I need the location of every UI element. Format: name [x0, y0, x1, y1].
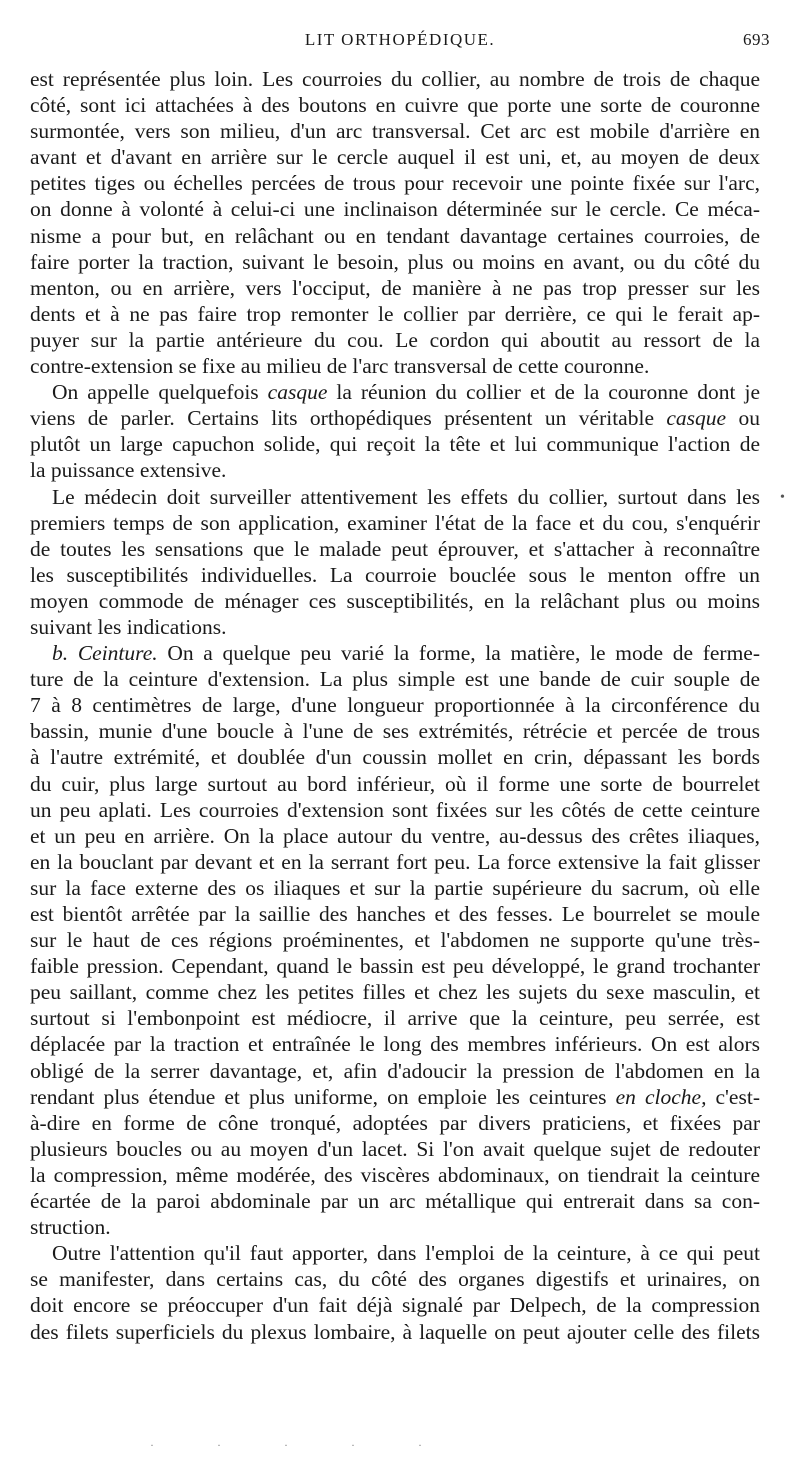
- paragraph: [30, 484, 760, 641]
- text-run: peu saillant, comme chez les petites filles et chez les sujets du sexe masculin, et: [30, 980, 760, 1005]
- text-run: plutôt un large capuchon solide, qui reçoit la tête et lui communique l'action de: [30, 432, 760, 457]
- paragraph: [30, 379, 760, 483]
- text-line: [30, 510, 760, 536]
- text-run: se manifester, dans certains cas, du côté des organes digestifs et urinaires, on: [30, 1267, 760, 1292]
- text-line: [30, 1058, 760, 1084]
- text-line: [30, 875, 760, 901]
- text-line: [30, 614, 760, 640]
- text-line: [30, 275, 760, 301]
- text-run: menton, ou en arrière, vers l'occiput, de manière à ne pas trop presser sur les: [30, 275, 760, 300]
- text-line: [30, 797, 760, 823]
- text-run: la réunion du collier et de la couronne dont je: [327, 380, 760, 405]
- text-run: ture de la ceinture d'extension. La plus simple est une bande de cuir souple de: [30, 667, 760, 692]
- text-line: [30, 1084, 760, 1110]
- text-line: [30, 588, 760, 614]
- text-run: surmontée, vers son milieu, d'un arc transversal. Cet arc est mobile d'arrière en: [30, 119, 760, 144]
- text-line: [30, 1214, 760, 1240]
- text-line: [30, 353, 760, 379]
- running-head: [30, 30, 770, 60]
- text-run: Le médecin doit surveiller attentivement les effets du collier, surtout dans les: [52, 484, 760, 509]
- paragraph: [30, 66, 760, 379]
- text-line: [30, 484, 760, 510]
- text-line: [30, 744, 760, 770]
- text-line: [30, 1292, 760, 1318]
- text-line: [30, 536, 760, 562]
- text-line: [30, 562, 760, 588]
- text-line: [30, 327, 760, 353]
- text-run: struction.: [30, 1215, 111, 1240]
- text-line: [30, 979, 760, 1005]
- text-line: [30, 901, 760, 927]
- text-line: [30, 92, 760, 118]
- text-line: [30, 1031, 760, 1057]
- text-line: [30, 457, 760, 483]
- text-line: [30, 1319, 760, 1345]
- text-run: avant et d'avant en arrière sur le cercle auquel il est uni, et, au moyen de deux: [30, 145, 760, 170]
- text-run: est bientôt arrêtée par la saillie des hanches et des fesses. Le bourrelet se moule: [30, 902, 760, 926]
- text-line: [30, 118, 760, 144]
- text-line: [30, 953, 760, 979]
- italic-run: b. Ceinture.: [52, 641, 158, 666]
- text-run: obligé de la serrer davantage, et, afin d'adoucir la pression de l'abdomen en la: [30, 1058, 760, 1083]
- text-run: sur la face externe des os iliaques et sur la partie supérieure du sacrum, où elle: [30, 875, 760, 900]
- text-line: [30, 927, 760, 953]
- text-line: [30, 223, 760, 249]
- text-run: écartée de la paroi abdominale par un arc métallique qui entrerait dans sa con-: [30, 1189, 760, 1214]
- text-line: [30, 249, 760, 275]
- text-line: [30, 849, 760, 875]
- italic-run: casque: [666, 406, 727, 431]
- text-line: [30, 1005, 760, 1031]
- text-line: [30, 1266, 760, 1292]
- text-run: de toutes les sensations que le malade peut éprouver, et s'attacher à reconnaître: [30, 536, 760, 561]
- text-run: moyen commode de ménager ces susceptibilités, en la relâchant plus ou moins: [30, 588, 760, 613]
- text-run: dents et à ne pas faire trop remonter le collier par derrière, ce qui le ferait ap-: [30, 301, 760, 326]
- text-run: du cuir, plus large surtout au bord inférieur, où il forme une sorte de bourrelet: [30, 771, 760, 796]
- text-run: suivant les indications.: [30, 614, 227, 639]
- text-run: puyer sur la partie antérieure du cou. Le cordon qui aboutit au ressort de la: [30, 327, 760, 352]
- text-line: [30, 823, 760, 849]
- text-run: les susceptibilités individuelles. La courroie bouclée sous le menton offre un: [30, 562, 760, 587]
- text-run: surtout si l'embonpoint est médiocre, il arrive que la ceinture, peu serrée, est: [30, 1006, 760, 1031]
- text-line: [30, 1188, 760, 1214]
- text-run: à l'autre extrémité, et doublée d'un coussin mollet en crin, dépassant les bords: [30, 745, 760, 770]
- text-run: contre-extension se fixe au milieu de l'arc transversal de cette couronne.: [30, 354, 650, 379]
- text-run: et un peu en arrière. On la place autour du ventre, au-dessus des crêtes iliaques,: [30, 823, 760, 848]
- text-line: [30, 1136, 760, 1162]
- text-run: déplacée par la traction et entraînée le long des membres inférieurs. On est alors: [30, 1032, 760, 1057]
- text-run: rendant plus étendue et plus uniforme, on emploie les ceintures: [30, 1084, 616, 1109]
- text-line: [30, 196, 760, 222]
- text-run: On a quelque peu varié la forme, la matière, le mode de ferme-: [157, 641, 760, 666]
- text-line: [30, 170, 760, 196]
- text-run: petites tiges ou échelles percées de trous pour recevoir une pointe fixée sur l'arc,: [30, 171, 760, 196]
- text-run: On appelle quelquefois: [52, 380, 268, 405]
- text-line: [30, 666, 760, 692]
- text-run: on donne à volonté à celui-ci une inclinaison déterminée sur le cercle. Ce méca-: [30, 197, 760, 222]
- text-line: [30, 640, 760, 666]
- text-run: en la bouclant par devant et en la serrant fort peu. La force extensive la fait glisser: [30, 849, 760, 874]
- text-run: des filets superficiels du plexus lombaire, à laquelle on peut ajouter celle des filets: [30, 1319, 760, 1344]
- paragraph: [30, 640, 760, 1240]
- text-line: [30, 692, 760, 718]
- text-line: [30, 144, 760, 170]
- text-line: [30, 431, 760, 457]
- text-run: sur le haut de ces régions proéminentes, et l'abdomen ne supporte qu'une très-: [30, 928, 760, 953]
- text-line: [30, 301, 760, 327]
- text-run: côté, sont ici attachées à des boutons en cuivre que porte une sorte de couronne: [30, 93, 760, 118]
- text-line: [30, 1162, 760, 1188]
- italic-run: en cloche,: [615, 1084, 707, 1109]
- page-number: 693: [743, 30, 770, 49]
- text-run: à-dire en forme de cône tronqué, adoptées par divers praticiens, et fixées par: [30, 1110, 760, 1135]
- text-run: premiers temps de son application, examiner l'état de la face et du cou, s'enquérir: [30, 510, 760, 535]
- text-run: faible pression. Cependant, quand le bassin est peu développé, le grand trochanter: [30, 954, 760, 979]
- text-run: ou: [726, 406, 760, 431]
- text-line: [30, 66, 760, 92]
- text-run: la puissance extensive.: [30, 458, 227, 483]
- text-run: Outre l'attention qu'il faut apporter, dans l'emploi de la ceinture, à ce qui peut: [52, 1241, 760, 1266]
- text-run: la compression, même modérée, des viscères abdominaux, on tiendrait la ceinture: [30, 1162, 760, 1187]
- footer-specks: · · · · ·: [150, 1438, 452, 1452]
- text-run: doit encore se préoccuper d'un fait déjà signalé par Delpech, de la compression: [30, 1293, 760, 1318]
- text-run: est représentée plus loin. Les courroies du collier, au nombre de trois de chaque: [30, 67, 760, 91]
- text-run: 7 à 8 centimètres de large, d'une longueur proportionnée à la circonférence du: [30, 693, 760, 718]
- text-run: faire porter la traction, suivant le besoin, plus ou moins en avant, ou du côté du: [30, 249, 760, 274]
- text-run: plusieurs boucles ou au moyen d'un lacet. Si l'on avait quelque sujet de redouter: [30, 1136, 760, 1161]
- running-head-title: LIT ORTHOPÉDIQUE.: [304, 30, 496, 49]
- text-run: nisme a pour but, en relâchant ou en tendant davantage certaines courroies, de: [30, 223, 760, 248]
- body-text: [30, 66, 760, 1345]
- text-run: bassin, munie d'une boucle à l'une de ses extrémités, rétrécie et percée de trous: [30, 719, 760, 744]
- text-line: [30, 1240, 760, 1266]
- text-line: [30, 771, 760, 797]
- text-run: c'est-: [706, 1084, 760, 1109]
- margin-mark: •: [780, 490, 785, 505]
- text-line: [30, 405, 760, 431]
- text-line: [30, 379, 760, 405]
- text-line: [30, 1110, 760, 1136]
- paragraph: [30, 1240, 760, 1344]
- text-run: viens de parler. Certains lits orthopédiques présentent un véritable: [30, 406, 667, 431]
- text-line: [30, 718, 760, 744]
- text-run: un peu aplati. Les courroies d'extension sont fixées sur les côtés de cette ceinture: [30, 797, 760, 822]
- italic-run: casque: [267, 380, 328, 405]
